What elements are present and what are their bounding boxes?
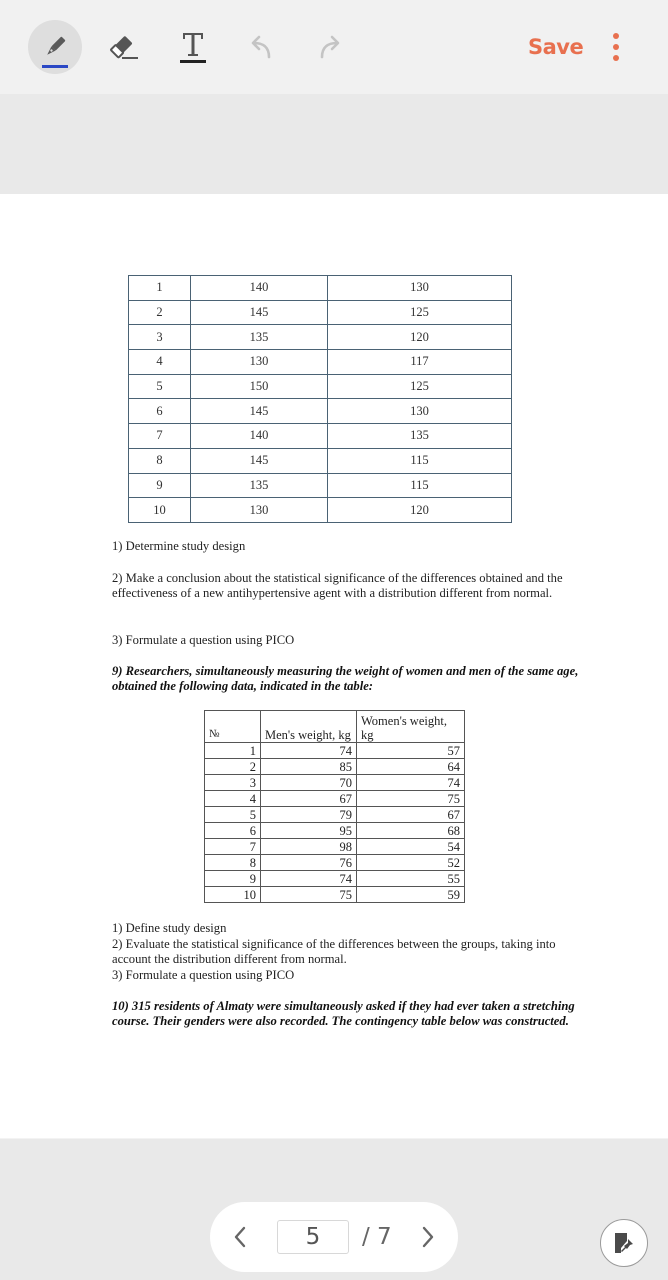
table-row: 5 150 125 (129, 374, 512, 399)
table-row: 6 95 68 (205, 823, 465, 839)
chevron-left-icon (232, 1225, 248, 1249)
table-row: 7 140 135 (129, 424, 512, 449)
document-page[interactable] (0, 194, 668, 1138)
annotation-toolbar (0, 0, 668, 94)
table-row: 8 76 52 (205, 855, 465, 871)
document-margin-top (0, 94, 668, 194)
table-row: 10 130 120 (129, 498, 512, 523)
page-navigator (210, 1202, 458, 1272)
chevron-right-icon (420, 1225, 436, 1249)
blood-pressure-table (128, 275, 512, 523)
pen-color-indicator (42, 65, 68, 68)
q10-heading: 10) 315 residents of Almaty were simultaneously asked if they had ever taken a stretching course. Their genders were also recorded. The contingency table below was constructed. (112, 999, 575, 1029)
total-pages-label: / 7 (362, 1224, 392, 1250)
q8-item-1: 1) Determine study design (112, 539, 246, 553)
text-icon (179, 30, 207, 64)
table-row: 9 135 115 (129, 473, 512, 498)
save-button[interactable]: Save (528, 35, 584, 59)
pin-note-button[interactable] (600, 1219, 648, 1267)
table-row: 1 140 130 (129, 276, 512, 301)
pin-note-icon (612, 1231, 636, 1255)
table-header-row: № Men's weight, kg Women's weight, kg (205, 711, 465, 743)
next-page-button[interactable] (416, 1220, 440, 1254)
q9-item-3: 3) Formulate a question using PICO (112, 968, 295, 982)
undo-button[interactable] (234, 20, 288, 74)
pen-icon (42, 34, 68, 60)
current-page-input[interactable]: 5 (277, 1220, 349, 1254)
text-tool-button[interactable] (166, 20, 220, 74)
table-row: 6 145 130 (129, 399, 512, 424)
table-row: 4 67 75 (205, 791, 465, 807)
table-row: 8 145 115 (129, 448, 512, 473)
redo-icon (316, 33, 344, 61)
redo-button[interactable] (303, 20, 357, 74)
q9-item-2: 2) Evaluate the statistical significance of the differences between the groups, taking into account the distribution different from normal. (112, 937, 556, 967)
table-row: 3 70 74 (205, 775, 465, 791)
table-row: 4 130 117 (129, 350, 512, 375)
table-row: 3 135 120 (129, 325, 512, 350)
table-row: 5 79 67 (205, 807, 465, 823)
pen-tool-button[interactable] (28, 20, 82, 74)
more-options-button[interactable] (604, 30, 628, 64)
more-vertical-icon (613, 33, 619, 39)
table-row: 7 98 54 (205, 839, 465, 855)
table-row: 10 75 59 (205, 887, 465, 903)
eraser-tool-button[interactable] (97, 20, 151, 74)
q8-item-3: 3) Formulate a question using PICO (112, 633, 295, 647)
q9-item-1: 1) Define study design (112, 921, 227, 935)
q9-heading: 9) Researchers, simultaneously measuring the weight of women and men of the same age, obtained the following data, indicated in the table: (112, 664, 579, 694)
table-row: 2 85 64 (205, 759, 465, 775)
q8-item-2: 2) Make a conclusion about the statistical significance of the differences obtained and the effectiveness of a new antihypertensive agent with a distribution different from normal. (112, 571, 563, 601)
previous-page-button[interactable] (228, 1220, 252, 1254)
table-row: 2 145 125 (129, 300, 512, 325)
undo-icon (247, 33, 275, 61)
bottom-navigation-bar (0, 1138, 668, 1280)
table-row: 1 74 57 (205, 743, 465, 759)
eraser-icon (108, 33, 140, 61)
table-row: 9 74 55 (205, 871, 465, 887)
weight-table (204, 710, 465, 903)
